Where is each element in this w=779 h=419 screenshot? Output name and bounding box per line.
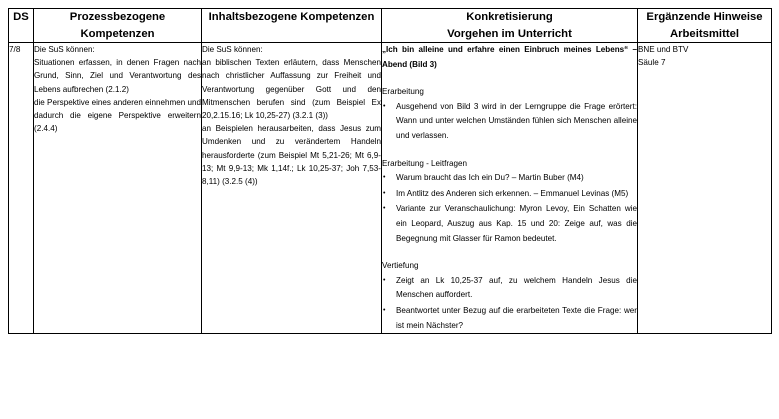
column-header-prozessbezogene-kompetenzen bbox=[34, 9, 202, 43]
column-header-ergaenzende-line2: Arbeitsmittel bbox=[669, 27, 740, 40]
column-header-prozess-line1: Prozessbezogene bbox=[69, 11, 166, 23]
prozess-item: Situationen erfassen, in denen Fragen nach Grund, Sinn, Ziel und Verantwortung des Lebens aufbrechen (2.1.2) bbox=[34, 58, 201, 94]
list-item: • Variante zur Veranschaulichung: Myron Levoy, Ein Schatten wie ein Leopard, Auszug aus Kap. 15 und 20: Zeige auf, was die Begegnung mit Glasser für Ramon bedeutet. bbox=[396, 202, 637, 246]
list-item: • Warum braucht das Ich ein Du? – Martin Buber (M4) bbox=[396, 171, 637, 186]
prozess-lead: Die SuS können: bbox=[34, 45, 95, 54]
section-heading-vertiefung: Vertiefung bbox=[382, 261, 419, 271]
cell-ergaenzende-hinweise bbox=[638, 43, 772, 334]
cell-konkretisierung bbox=[382, 43, 638, 334]
header-row bbox=[9, 9, 772, 43]
table-body bbox=[9, 43, 772, 334]
cell-ds bbox=[9, 43, 34, 334]
column-header-ds bbox=[9, 9, 34, 43]
list-item: • Ausgehend von Bild 3 wird in der Lerngruppe die Frage erörtert: Wann und unter welchen Umständen fühlen sich Menschen alleine und verlassen. bbox=[396, 100, 637, 144]
table-header bbox=[9, 9, 772, 43]
konkretisierung-title: „Ich bin alleine und erfahre einen Einbruch meines Lebens“ – Abend (Bild 3) bbox=[382, 45, 637, 69]
column-header-ergaenzende-hinweise bbox=[638, 9, 772, 43]
column-header-ergaenzende-line1: Ergänzende Hinweise bbox=[646, 11, 763, 23]
section-heading-erarbeitung: Erarbeitung bbox=[382, 87, 424, 97]
column-header-inhaltsbezogene-kompetenzen bbox=[202, 9, 382, 43]
ergaenzende-item: Säule 7 bbox=[638, 58, 666, 68]
ergaenzende-item: BNE und BTV bbox=[638, 45, 689, 54]
column-header-prozess-line2: Kompetenzen bbox=[80, 27, 155, 40]
cell-inhaltsbezogene-kompetenzen bbox=[202, 43, 382, 334]
list-item: • Im Antlitz des Anderen sich erkennen. – Emmanuel Levinas (M5) bbox=[396, 187, 637, 202]
ds-value: 7/8 bbox=[9, 45, 21, 54]
prozess-item: die Perspektive eines anderen einnehmen und dadurch die eigene Perspektive erweitern (2.4.4) bbox=[34, 97, 201, 134]
spacer bbox=[382, 144, 637, 157]
column-header-konkretisierung-line2: Vorgehen im Unterricht bbox=[447, 27, 572, 40]
inhalt-lead: Die SuS können: bbox=[202, 45, 263, 54]
column-header-ds-line1: DS bbox=[13, 11, 29, 23]
column-header-konkretisierung-line1: Konkretisierung bbox=[466, 11, 553, 23]
column-header-inhalt-line1: Inhaltsbezogene Kompetenzen bbox=[208, 11, 375, 23]
list-item: • Zeigt an Lk 10,25-37 auf, zu welchem Handeln Jesus die Menschen auffordert. bbox=[396, 274, 637, 303]
spacer bbox=[382, 72, 637, 85]
section-bullets-leitfragen bbox=[382, 171, 637, 246]
section-heading-erarbeitung-leitfragen: Erarbeitung - Leitfragen bbox=[382, 158, 468, 168]
section-bullets-vertiefung bbox=[382, 274, 637, 333]
spacer bbox=[382, 246, 637, 259]
table-row bbox=[9, 43, 772, 334]
column-header-konkretisierung bbox=[382, 9, 638, 43]
curriculum-table bbox=[8, 8, 772, 334]
inhalt-item: an Beispielen herausarbeiten, dass Jesus zum Umdenken und zu verändertem Handeln herausforderte (zum Beispiel Mt 5,21-26; Mt 6,9-13; Mt 9,9-13; Mk 1,14f.; Lk 10,25-37; Joh 7,53-8,11) (3.2.5 (4)) bbox=[202, 124, 381, 187]
cell-prozessbezogene-kompetenzen bbox=[34, 43, 202, 334]
list-item: • Beantwortet unter Bezug auf die erarbeiteten Texte die Frage: wer ist mein Nächster? bbox=[396, 304, 637, 333]
inhalt-item: an biblischen Texten erläutern, dass Menschen nach christlicher Auffassung zur Freiheit und Verantwortung gegenüber Gott und den Mitmenschen berufen sind (zum Beispiel Ex 20,2.15.16; Lk 10,25-27) (3.2.1 (3)) bbox=[202, 58, 381, 121]
section-bullets-erarbeitung bbox=[382, 100, 637, 144]
